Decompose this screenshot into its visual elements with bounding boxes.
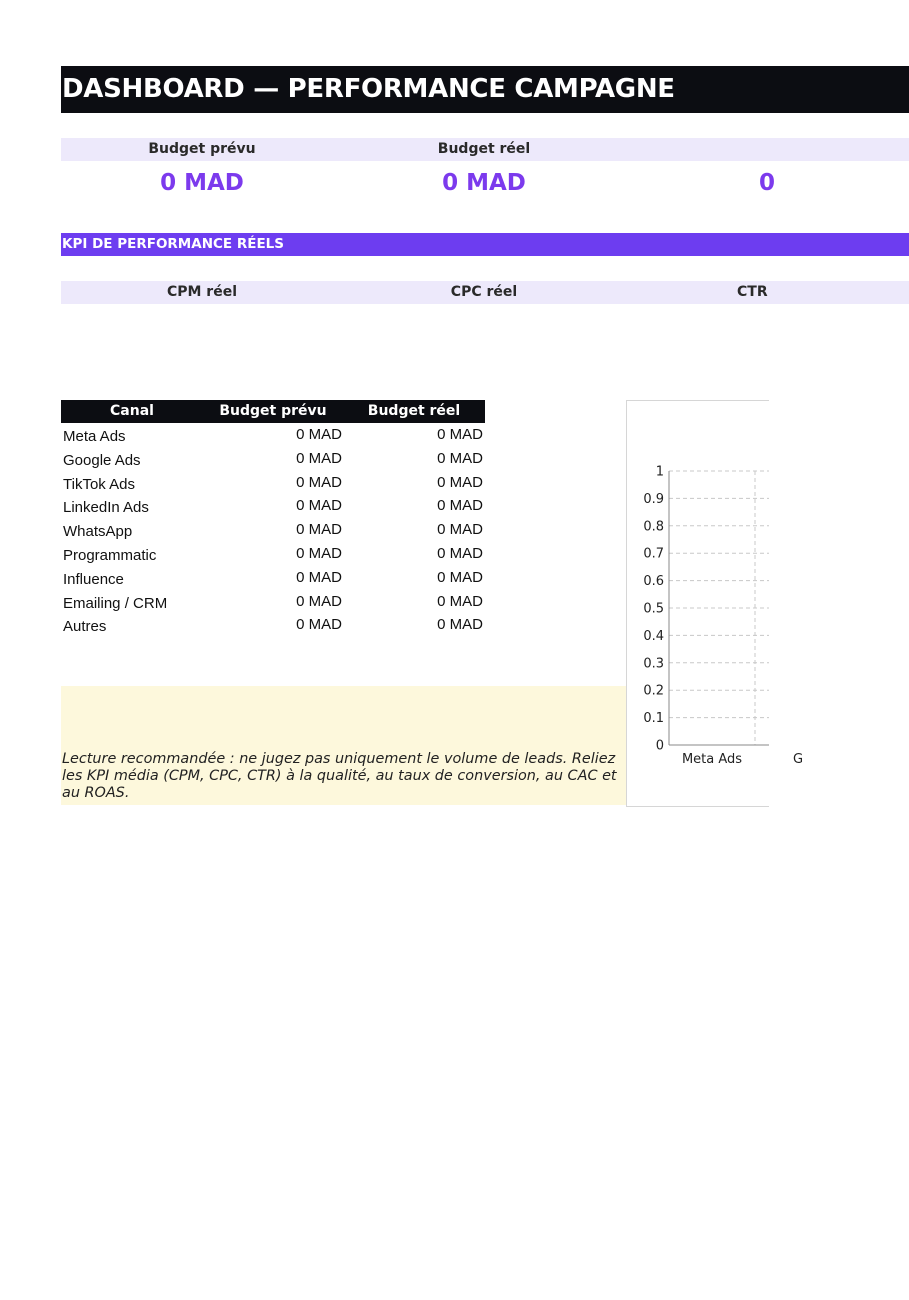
- budget-reel-cell: 0 MAD: [437, 449, 483, 467]
- y-tick-label: 0.3: [643, 656, 664, 672]
- budget-prevu-cell: 0 MAD: [296, 521, 342, 539]
- budget-reel-cell: 0 MAD: [437, 544, 483, 562]
- budget-prevu-cell: 0 MAD: [296, 568, 342, 586]
- y-tick-label: 0.9: [643, 491, 664, 507]
- table-row: [61, 494, 485, 518]
- budget-reel-cell: 0 MAD: [437, 497, 483, 515]
- header-canal: Canal: [110, 403, 154, 419]
- budget-reel-cell: 0 MAD: [437, 473, 483, 491]
- dashboard-title: DASHBOARD — PERFORMANCE CAMPAGNE: [61, 66, 909, 113]
- budget-prevu-cell: 0 MAD: [296, 544, 342, 562]
- y-tick-label: 0.7: [643, 546, 664, 562]
- y-tick-label: 0.4: [643, 628, 664, 644]
- kpi-section-header: KPI DE PERFORMANCE RÉELS: [61, 233, 909, 256]
- canal-cell: Meta Ads: [63, 428, 126, 445]
- chart-svg: [627, 401, 804, 806]
- y-tick-label: 1: [655, 464, 664, 480]
- canal-cell: TikTok Ads: [63, 475, 135, 493]
- kpi-value-row: [61, 163, 909, 203]
- table-row: [61, 447, 485, 471]
- perf-label-cpc: CPC réel: [450, 284, 518, 300]
- table-row: [61, 423, 485, 447]
- table-row: [61, 471, 485, 495]
- y-tick-label: 0.2: [643, 683, 664, 699]
- table-row: [61, 566, 485, 590]
- perf-label-ctr: CTR: [737, 284, 768, 300]
- canal-cell: Autres: [63, 618, 107, 636]
- kpi-label-budget-reel: Budget réel: [437, 141, 531, 157]
- budget-reel-cell: 0 MAD: [437, 521, 483, 539]
- budget-prevu-cell: 0 MAD: [296, 426, 342, 443]
- y-tick-label: 0.6: [643, 574, 664, 590]
- budget-reel-cell: 0 MAD: [437, 426, 483, 443]
- y-tick-label: 0.5: [643, 601, 664, 617]
- x-tick-label: G: [792, 752, 804, 767]
- channel-table: [61, 400, 485, 637]
- table-row: [61, 542, 485, 566]
- table-row: [61, 590, 485, 614]
- budget-reel-cell: 0 MAD: [437, 616, 483, 634]
- budget-prevu-cell: 0 MAD: [296, 473, 342, 491]
- canal-cell: Influence: [63, 570, 124, 588]
- kpi-value-budget-reel: 0 MAD: [442, 170, 526, 196]
- budget-reel-cell: 0 MAD: [437, 592, 483, 610]
- canal-cell: Programmatic: [63, 546, 157, 564]
- canal-cell: WhatsApp: [63, 523, 133, 541]
- budget-prevu-cell: 0 MAD: [296, 449, 342, 467]
- table-body: [61, 423, 485, 637]
- perf-label-cpm: CPM réel: [166, 284, 238, 300]
- x-tick-label: Meta Ads: [681, 752, 743, 767]
- header-budget-prevu: Budget prévu: [219, 403, 327, 419]
- y-tick-label: 0: [655, 738, 664, 754]
- canal-cell: Emailing / CRM: [63, 594, 168, 612]
- budget-prevu-cell: 0 MAD: [296, 616, 342, 634]
- canal-cell: LinkedIn Ads: [63, 499, 149, 517]
- recommendation-note: [61, 686, 626, 805]
- budget-prevu-cell: 0 MAD: [296, 497, 342, 515]
- perf-label-band: [61, 281, 909, 304]
- table-header: [61, 400, 485, 423]
- y-tick-label: 0.1: [643, 711, 664, 727]
- canal-cell: Google Ads: [63, 451, 141, 469]
- kpi-value-impressions: 0: [759, 170, 776, 196]
- table-row: [61, 518, 485, 542]
- kpi-label-budget-prevu: Budget prévu: [148, 141, 256, 157]
- kpi-label-band-right: [708, 138, 909, 161]
- budget-chart: [626, 400, 804, 807]
- kpi-value-budget-prevu: 0 MAD: [160, 170, 244, 196]
- y-tick-label: 0.8: [643, 519, 664, 535]
- note-text: Lecture recommandée : ne jugez pas uniquement le volume de leads. Reliez les KPI média (CPM, CPC, CTR) à la qualité, au taux de conversion, au CAC et au ROAS.: [62, 751, 617, 801]
- header-budget-reel: Budget réel: [367, 403, 461, 419]
- budget-prevu-cell: 0 MAD: [296, 592, 342, 610]
- table-row: [61, 613, 485, 637]
- budget-reel-cell: 0 MAD: [437, 568, 483, 586]
